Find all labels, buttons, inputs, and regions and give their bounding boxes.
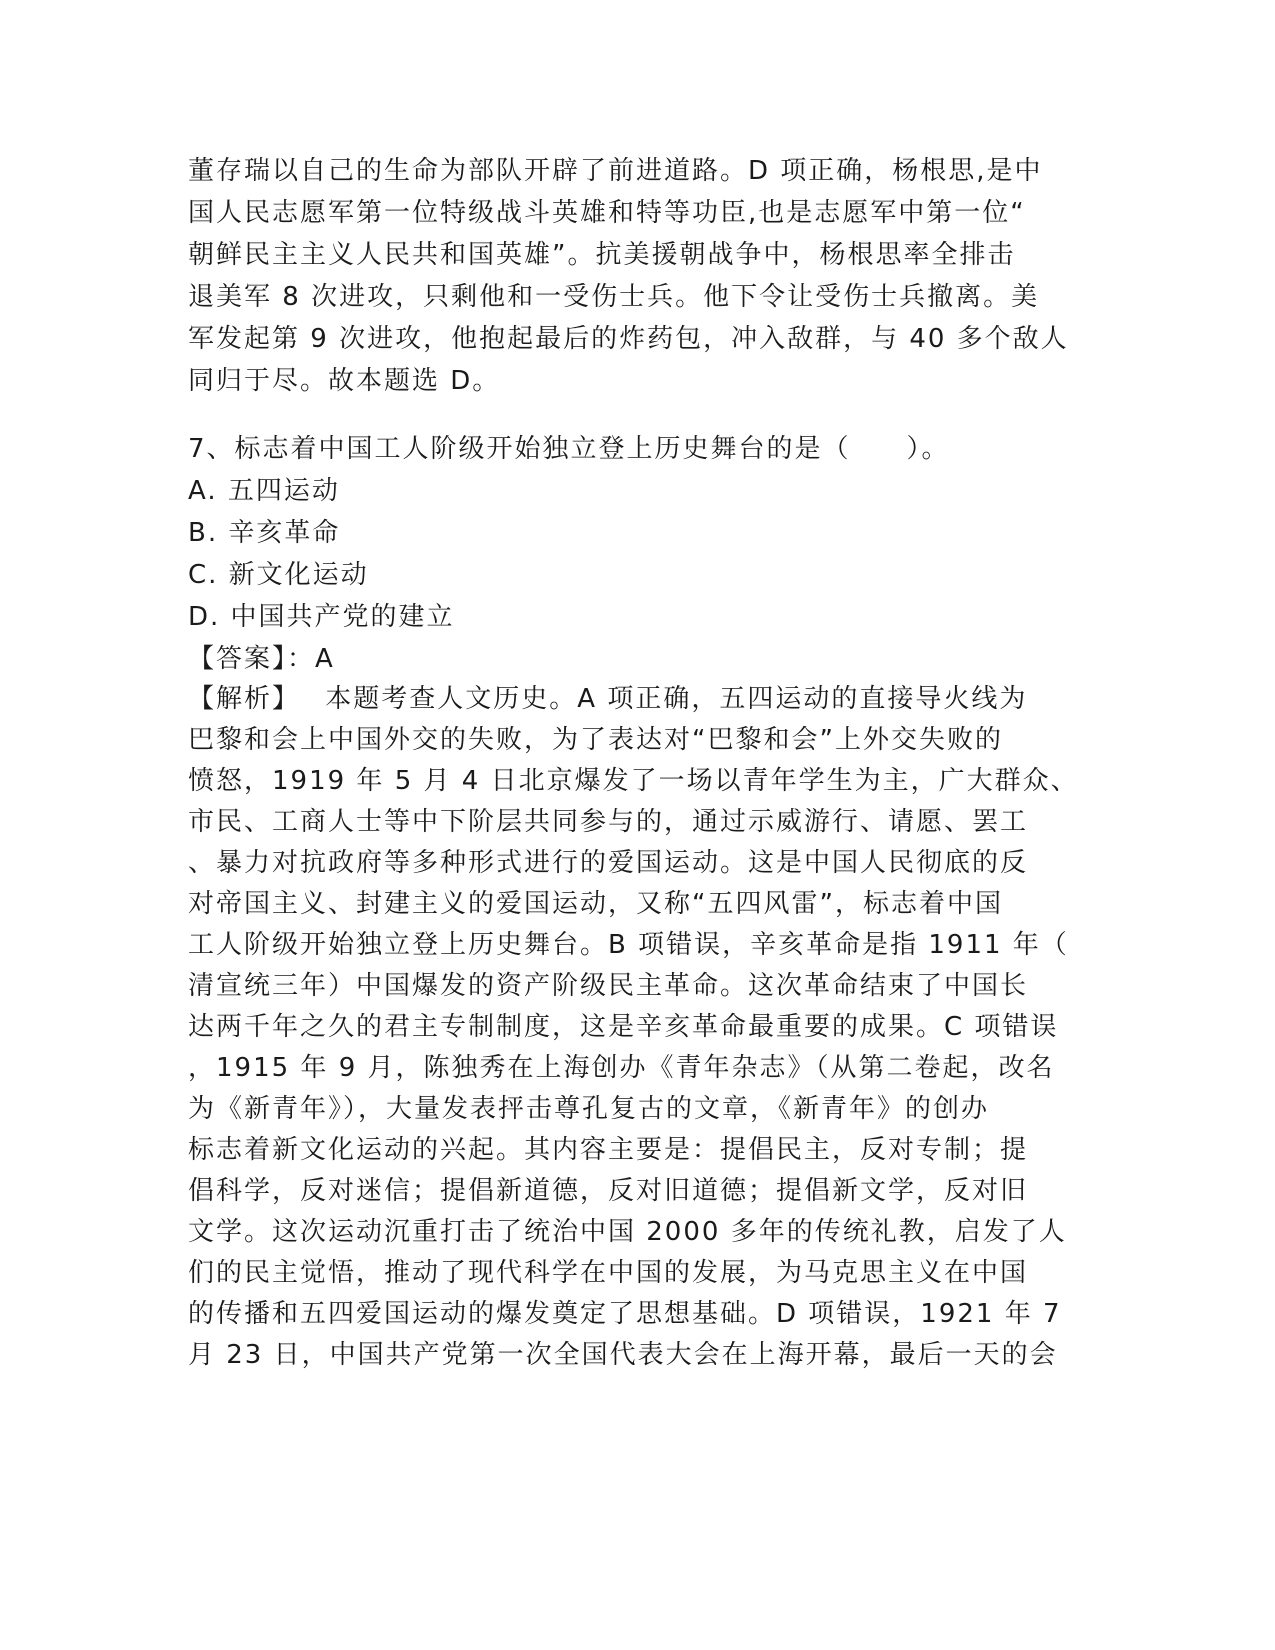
question-block (188, 428, 1088, 680)
analysis-line: 工人阶级开始独立登上历史舞台。B 项错误，辛亥革命是指 1911 年（ (188, 930, 1069, 960)
previous-explanation (188, 150, 1088, 402)
analysis-line: 的传播和五四爱国运动的爆发奠定了思想基础。D 项错误，1921 年 7 (188, 1299, 1062, 1329)
question-stem: 7、标志着中国工人阶级开始独立登上历史舞台的是（ ）。 (188, 434, 950, 464)
option-a: A. 五四运动 (188, 476, 340, 506)
analysis-block (188, 679, 1088, 1376)
analysis-line: 清宣统三年）中国爆发的资产阶级民主革命。这次革命结束了中国长 (188, 971, 1029, 1001)
paragraph-line: 朝鲜民主主义人民共和国英雄”。抗美援朝战争中，杨根思率全排击 (188, 240, 1016, 270)
analysis-line: 【解析】 本题考查人文历史。A 项正确，五四运动的直接导火线为 (188, 684, 1028, 714)
paragraph-line: 同归于尽。故本题选 D。 (188, 366, 501, 396)
analysis-line: 对帝国主义、封建主义的爱国运动，又称“五四风雷”，标志着中国 (188, 889, 1003, 919)
option-b: B. 辛亥革命 (188, 518, 341, 548)
analysis-line: 、暴力对抗政府等多种形式进行的爱国运动。这是中国人民彻底的反 (188, 848, 1029, 878)
analysis-line: 们的民主觉悟，推动了现代科学在中国的发展，为马克思主义在中国 (188, 1258, 1029, 1288)
analysis-line: 标志着新文化运动的兴起。其内容主要是：提倡民主，反对专制；提 (188, 1135, 1029, 1165)
answer-line: 【答案】：A (188, 644, 335, 674)
option-c: C. 新文化运动 (188, 560, 369, 590)
paragraph-line: 军发起第 9 次进攻，他抱起最后的炸药包，冲入敌群，与 40 多个敌人 (188, 324, 1069, 354)
analysis-line: 市民、工商人士等中下阶层共同参与的，通过示威游行、请愿、罢工 (188, 807, 1029, 837)
analysis-line: 巴黎和会上中国外交的失败，为了表达对“巴黎和会”上外交失败的 (188, 725, 1003, 755)
analysis-line: 达两千年之久的君主专制制度，这是辛亥革命最重要的成果。C 项错误 (188, 1012, 1059, 1042)
analysis-line: 月 23 日，中国共产党第一次全国代表大会在上海开幕，最后一天的会 (188, 1340, 1058, 1370)
analysis-line: 为《新青年》），大量发表抨击尊孔复古的文章，《新青年》的创办 (188, 1094, 990, 1124)
analysis-line: 文学。这次运动沉重打击了统治中国 2000 多年的传统礼教，启发了人 (188, 1217, 1067, 1247)
analysis-line: 愤怒，1919 年 5 月 4 日北京爆发了一场以青年学生为主，广大群众、 (188, 766, 1079, 796)
paragraph-line: 董存瑞以自己的生命为部队开辟了前进道路。D 项正确，杨根思,是中 (188, 156, 1043, 186)
paragraph-line: 退美军 8 次进攻，只剩他和一受伤士兵。他下令让受伤士兵撤离。美 (188, 282, 1040, 312)
paragraph-line: 国人民志愿军第一位特级战斗英雄和特等功臣,也是志愿军中第一位“ (188, 198, 1026, 228)
analysis-line: 倡科学，反对迷信；提倡新道德，反对旧道德；提倡新文学，反对旧 (188, 1176, 1029, 1206)
analysis-line: ，1915 年 9 月，陈独秀在上海创办《青年杂志》（从第二卷起，改名 (188, 1053, 1055, 1083)
option-d: D. 中国共产党的建立 (188, 602, 455, 632)
